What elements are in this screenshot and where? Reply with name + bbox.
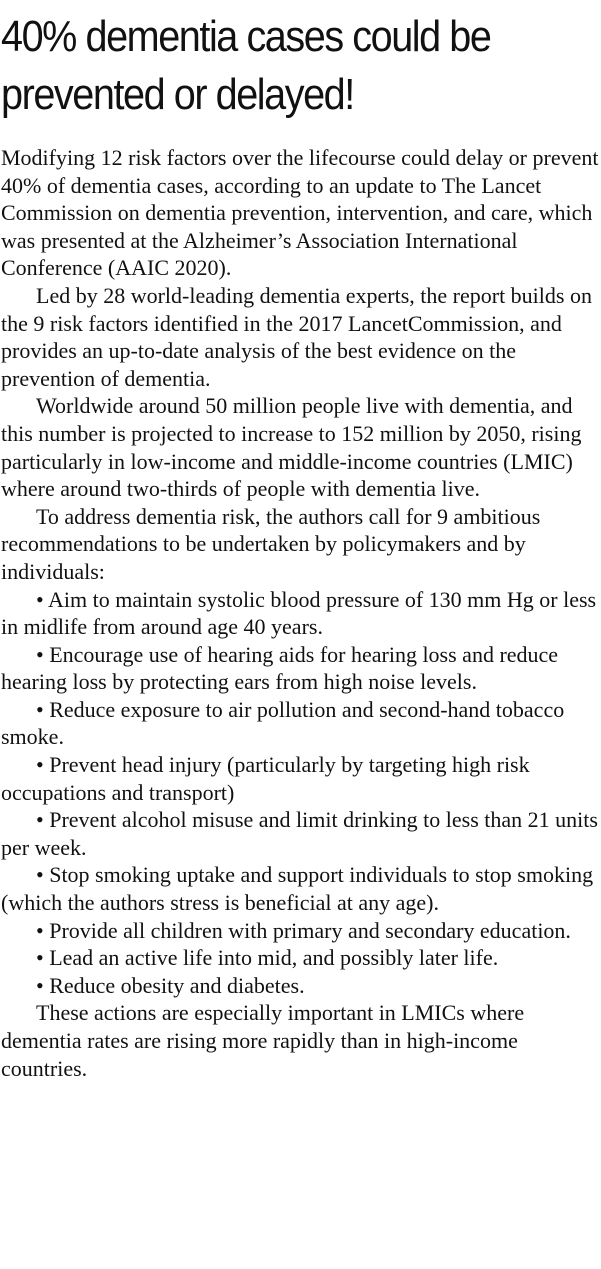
bullet-icon: •: [36, 917, 44, 943]
bullet-icon: •: [36, 752, 44, 778]
paragraph-worldwide: Worldwide around 50 million people live with dementia, and this number is projected to increase to 152 million by 2050, rising particularly in low-income and middle-income countries (LMIC) where around two-thirds of people with dementia live.: [1, 393, 582, 502]
paragraph-experts: Led by 28 world-leading dementia experts, the report builds on the 9 risk factors identified in the 2017 LancetCommission, and provides an up-to-date analysis of the best evidence on the prevention of dementia.: [1, 282, 592, 391]
paragraph-closing: These actions are especially important in LMICs where dementia rates are rising more rapidly than in high-income countries.: [1, 1000, 525, 1081]
list-item-text: Aim to maintain systolic blood pressure of 130 mm Hg or less in midlife from around age 40 years.: [1, 586, 597, 640]
list-item-text: Prevent alcohol misuse and limit drinking to less than 21 units per week.: [1, 807, 598, 860]
list-item: [1, 861, 600, 916]
bullet-icon: •: [36, 586, 44, 612]
list-item-text: Prevent head injury (particularly by targeting high risk occupations and transport): [1, 752, 530, 805]
list-item-text: Provide all children with primary and secondary education.: [49, 917, 571, 943]
recommendations-list: [1, 586, 600, 1000]
bullet-icon: •: [36, 945, 44, 971]
list-item-text: Lead an active life into mid, and possibly later life.: [49, 945, 499, 971]
list-item-text: Encourage use of hearing aids for hearing loss and reduce hearing loss by protecting ears from high noise levels.: [1, 641, 559, 695]
headline: 40% dementia cases could be prevented or delayed!: [1, 12, 491, 119]
list-item: [1, 972, 600, 1000]
list-item: [1, 586, 600, 641]
list-item: [1, 806, 600, 861]
bullet-icon: •: [36, 696, 44, 722]
article-body: [1, 144, 600, 1082]
list-item: [1, 944, 600, 972]
bullet-icon: •: [36, 641, 44, 667]
paragraph-recommendations-intro: To address dementia risk, the authors call for 9 ambitious recommendations to be undertaken by policymakers and by individuals:: [1, 503, 541, 584]
bullet-icon: •: [36, 807, 44, 833]
article: [1, 8, 600, 1082]
list-item-text: Reduce obesity and diabetes.: [49, 972, 305, 998]
list-item: [1, 696, 600, 751]
list-item: [1, 751, 600, 806]
list-item: [1, 917, 600, 945]
bullet-icon: •: [36, 972, 44, 998]
paragraph-intro: Modifying 12 risk factors over the lifecourse could delay or prevent 40% of dementia cases, according to an update to The Lancet Commission on dementia prevention, intervention, and care, which was presented at the Alzheimer’s Association International Conference (AAIC 2020).: [1, 145, 599, 281]
list-item-text: Stop smoking uptake and support individuals to stop smoking (which the authors stress is beneficial at any age).: [1, 862, 594, 916]
list-item-text: Reduce exposure to air pollution and second-hand tobacco smoke.: [1, 696, 565, 750]
list-item: [1, 641, 600, 696]
bullet-icon: •: [36, 862, 44, 888]
